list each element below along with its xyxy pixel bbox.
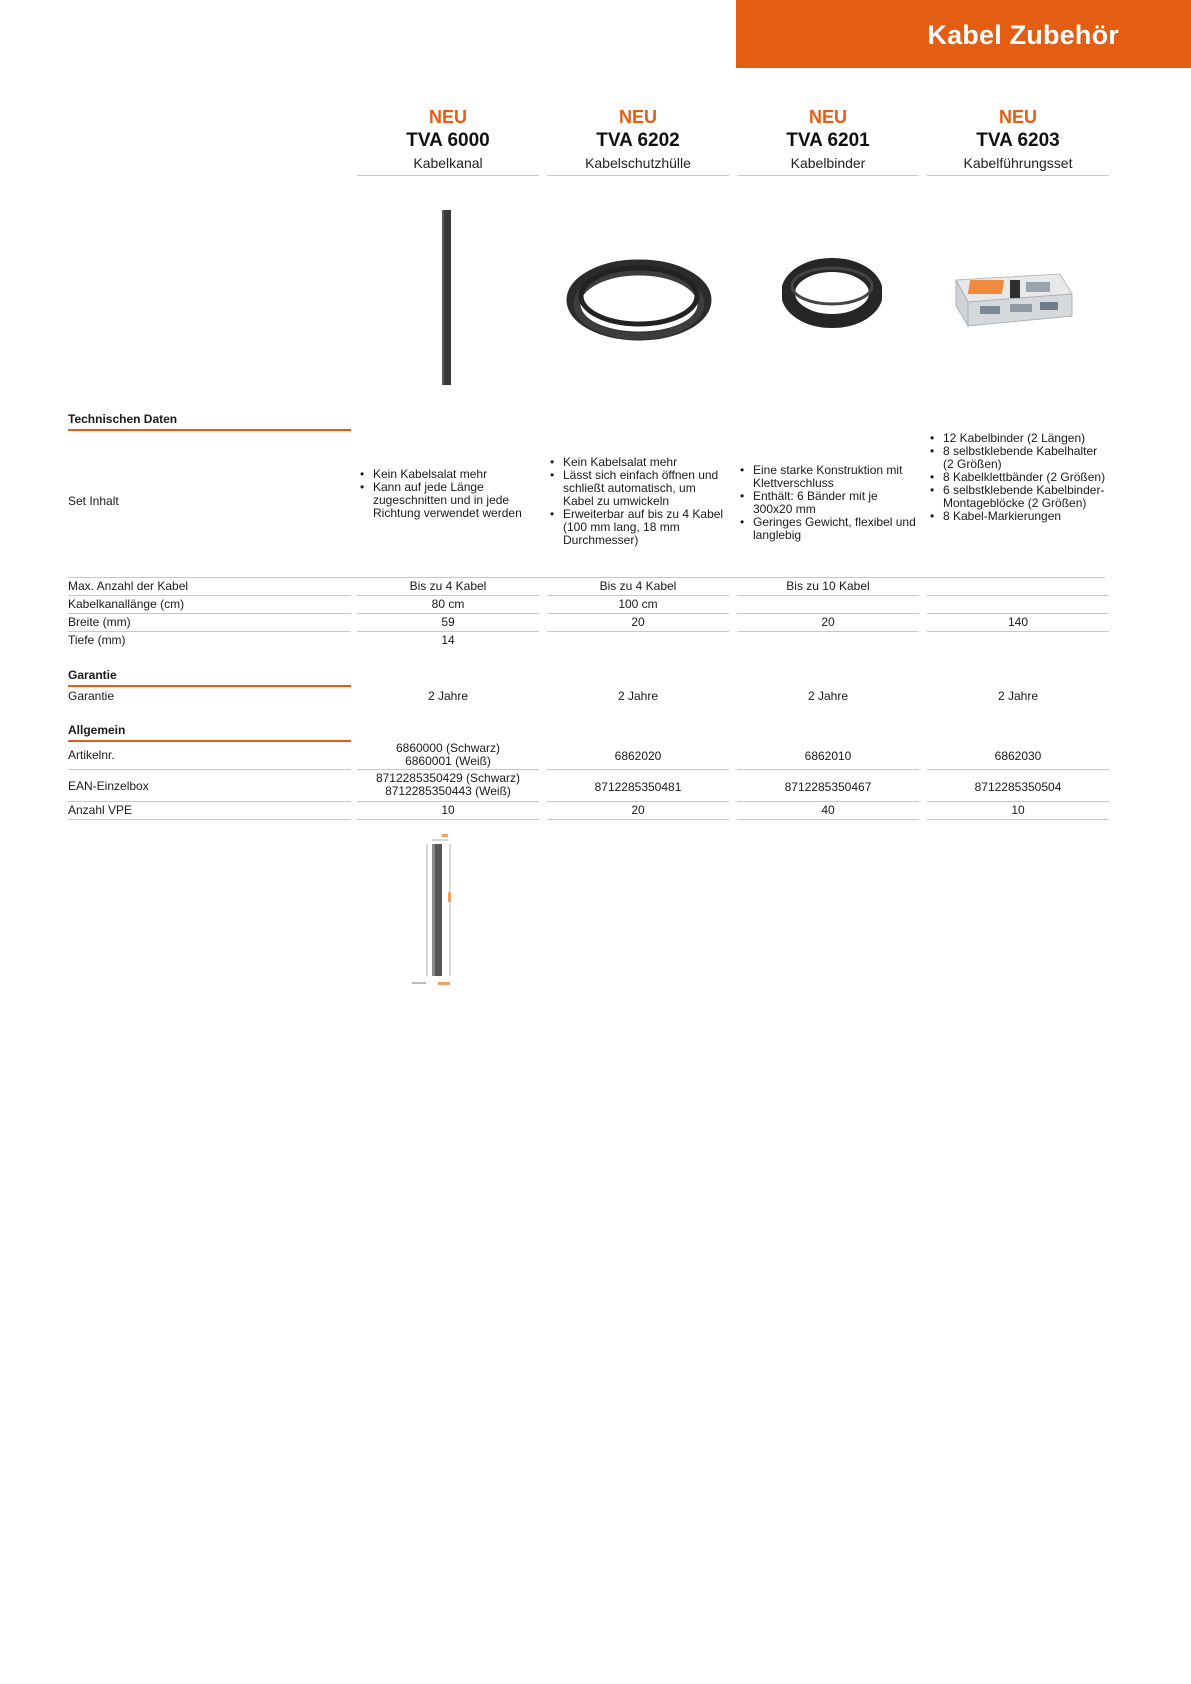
product-model: TVA 6202	[596, 130, 680, 151]
list-item: • 12 Kabelbinder (2 Längen)	[928, 432, 1108, 445]
page-title: Kabel Zubehör	[927, 20, 1119, 50]
row-label-max-kabel: Max. Anzahl der Kabel	[68, 578, 351, 596]
artikelnr-tva6203: 6862030	[927, 742, 1109, 770]
max-kabel-tva6000: Bis zu 4 Kabel	[357, 580, 539, 596]
vpe-tva6000: 10	[357, 804, 539, 820]
laenge-tva6000: 80 cm	[357, 598, 539, 614]
header-banner	[736, 0, 1191, 68]
product-type: Kabelkanal	[357, 154, 539, 176]
row-label-kabelkanallaenge: Kabelkanallänge (cm)	[68, 596, 351, 614]
list-item: • Lässt sich einfach öffnen und schließt automatisch, um Kabel zu umwickeln	[548, 469, 728, 508]
row-label-breite: Breite (mm)	[68, 614, 351, 632]
tiefe-tva6000: 14	[441, 633, 455, 647]
vpe-tva6202: 20	[547, 804, 729, 820]
row-label-tiefe: Tiefe (mm)	[68, 633, 126, 647]
set-inhalt-tva6203	[928, 432, 1108, 523]
ean-value: 8712285350443 (Weiß)	[385, 784, 511, 798]
list-item: • Erweiterbar auf bis zu 4 Kabel (100 mm lang, 18 mm Durchmesser)	[548, 508, 728, 547]
laenge-tva6201	[737, 598, 919, 614]
dimension-drawing	[410, 832, 480, 992]
row-label-vpe: Anzahl VPE	[68, 802, 351, 820]
new-badge: NEU	[808, 107, 847, 127]
list-item: • 8 Kabel-Markierungen	[928, 510, 1108, 523]
row-label-artikelnr: Artikelnr.	[68, 740, 351, 770]
garantie-tva6000: 2 Jahre	[427, 689, 469, 703]
section-general: Allgemein	[68, 723, 351, 742]
list-item: • Eine starke Konstruktion mit Klettverschluss	[738, 464, 918, 490]
product-header-tva6203	[927, 106, 1109, 176]
list-item: • Geringes Gewicht, flexibel und langlebig	[738, 516, 918, 542]
laenge-tva6203	[927, 598, 1109, 614]
vpe-tva6201: 40	[737, 804, 919, 820]
section-technical-data: Technischen Daten	[68, 412, 351, 431]
new-badge: NEU	[428, 107, 467, 127]
artikelnr-tva6000	[357, 742, 539, 770]
cable-set-box-image	[950, 270, 1075, 330]
product-model: TVA 6000	[406, 130, 490, 151]
product-type: Kabelschutzhülle	[547, 154, 729, 176]
garantie-tva6202: 2 Jahre	[617, 689, 659, 703]
product-type: Kabelführungsset	[927, 154, 1109, 176]
set-inhalt-tva6000	[358, 468, 538, 520]
list-item: • Kann auf jede Länge zugeschnitten und in jede Richtung verwendet werden	[358, 481, 538, 520]
product-type: Kabelbinder	[737, 154, 919, 176]
breite-tva6201: 20	[737, 616, 919, 632]
max-kabel-tva6203	[927, 580, 1109, 596]
breite-tva6203: 140	[927, 616, 1109, 632]
product-header-tva6202	[547, 106, 729, 176]
breite-tva6000: 59	[357, 616, 539, 632]
artikelnr-tva6202: 6862020	[547, 742, 729, 770]
vpe-tva6203: 10	[927, 804, 1109, 820]
section-warranty: Garantie	[68, 668, 351, 687]
list-item: • 6 selbstklebende Kabelbinder-Montageblöcke (2 Größen)	[928, 484, 1108, 510]
row-label-set-inhalt: Set Inhalt	[68, 494, 119, 508]
product-header-tva6000	[357, 106, 539, 176]
new-badge: NEU	[618, 107, 657, 127]
max-kabel-tva6202: Bis zu 4 Kabel	[547, 580, 729, 596]
tiefe-tva6203	[927, 634, 1109, 650]
list-item: • 8 Kabelklettbänder (2 Größen)	[928, 471, 1108, 484]
cable-channel-image	[440, 208, 456, 388]
row-label-garantie: Garantie	[68, 689, 115, 703]
list-item: • Kein Kabelsalat mehr	[358, 468, 538, 481]
ean-tva6202: 8712285350481	[547, 772, 729, 802]
garantie-tva6201: 2 Jahre	[807, 689, 849, 703]
artikelnr-value: 6860000 (Schwarz)	[395, 741, 501, 755]
tiefe-tva6201	[737, 634, 919, 650]
artikelnr-value: 6860001 (Weiß)	[405, 754, 491, 768]
list-item: • 8 selbstklebende Kabelhalter (2 Größen)	[928, 445, 1108, 471]
new-badge: NEU	[998, 107, 1037, 127]
artikelnr-tva6201: 6862010	[737, 742, 919, 770]
max-kabel-tva6201: Bis zu 10 Kabel	[737, 580, 919, 596]
ean-value: 8712285350429 (Schwarz)	[375, 771, 521, 785]
row-label-ean: EAN-Einzelbox	[68, 770, 351, 802]
ean-tva6000	[357, 772, 539, 802]
breite-tva6202: 20	[547, 616, 729, 632]
cable-sleeve-image	[562, 250, 717, 350]
list-item: • Enthält: 6 Bänder mit je 300x20 mm	[738, 490, 918, 516]
garantie-tva6203: 2 Jahre	[997, 689, 1039, 703]
tiefe-tva6202	[547, 634, 729, 650]
product-model: TVA 6203	[976, 130, 1060, 151]
ean-tva6201: 8712285350467	[737, 772, 919, 802]
list-item: • Kein Kabelsalat mehr	[548, 456, 728, 469]
ean-tva6203: 8712285350504	[927, 772, 1109, 802]
set-inhalt-tva6202	[548, 456, 728, 547]
product-header-tva6201	[737, 106, 919, 176]
laenge-tva6202: 100 cm	[547, 598, 729, 614]
set-inhalt-tva6201	[738, 464, 918, 542]
cable-strap-image	[782, 258, 882, 328]
product-model: TVA 6201	[786, 130, 870, 151]
